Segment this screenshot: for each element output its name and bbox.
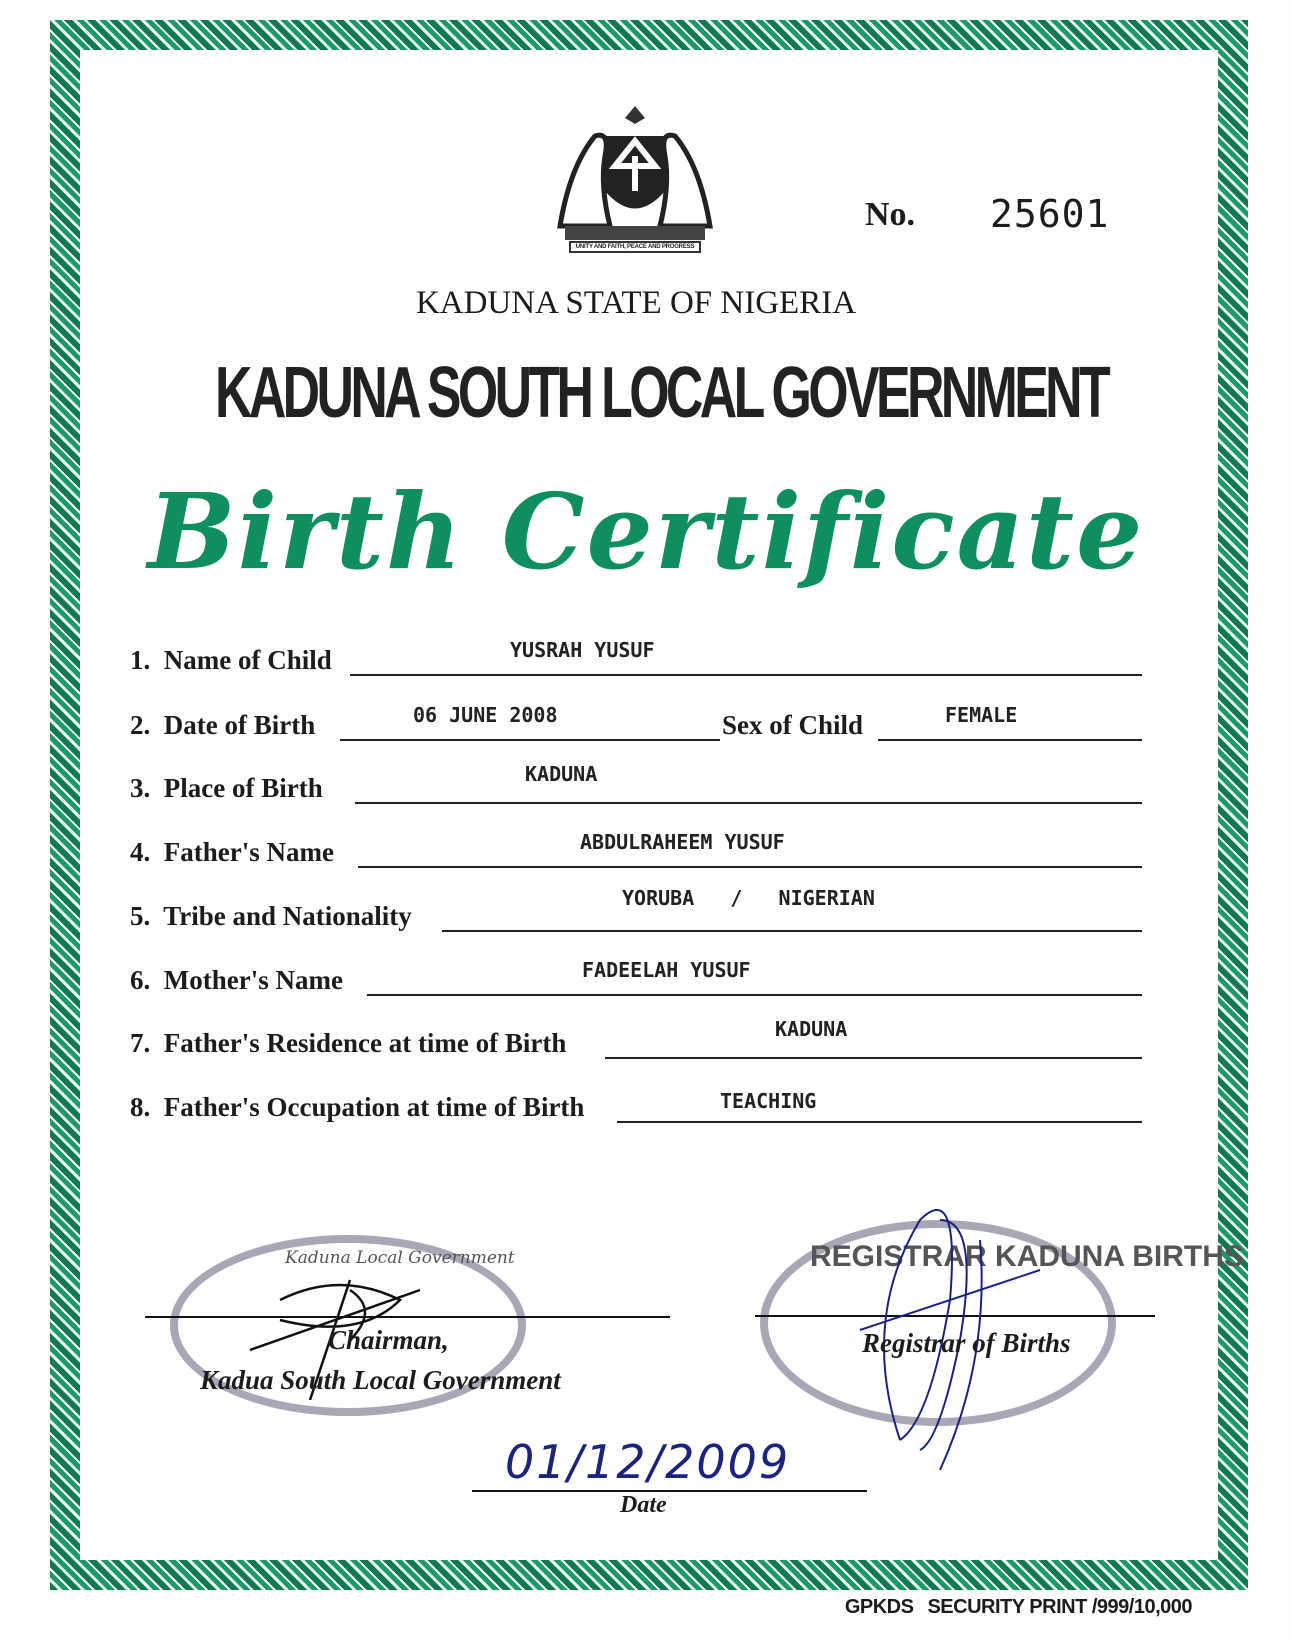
- field-name-of-child: 1. Name of Child YUSRAH YUSUF: [130, 640, 1142, 680]
- mothers-name-value: FADEELAH YUSUF: [582, 958, 751, 982]
- registrar-title: Registrar of Births: [862, 1328, 1071, 1358]
- state-heading: KADUNA STATE OF NIGERIA: [415, 285, 857, 321]
- registrar-stamp-text: REGISTRAR KADUNA BIRTHS: [810, 1240, 1244, 1273]
- certificate-title: Birth Certificate: [147, 470, 1145, 593]
- crest-motto: UNITY AND FAITH, PEACE AND PROGRESS: [575, 244, 695, 250]
- local-government-heading: KADUNA SOUTH LOCAL GOVERNMENT: [215, 353, 1108, 433]
- fathers-occupation-value: TEACHING: [720, 1089, 817, 1113]
- field-mothers-name: 6. Mother's Name FADEELAH YUSUF: [130, 960, 1142, 1000]
- chairman-title: Chairman,: [328, 1325, 449, 1355]
- name-of-child-value: YUSRAH YUSUF: [510, 638, 655, 662]
- sex-of-child-value: FEMALE: [945, 703, 1018, 727]
- sex-of-child-label: Sex of Child: [722, 710, 864, 740]
- field-date-of-birth: 2. Date of Birth 06 JUNE 2008 Sex of Child FEMALE: [130, 705, 1142, 745]
- field-fathers-name: 4. Father's Name ABDULRAHEEM YUSUF: [130, 832, 1142, 872]
- fathers-residence-value: KADUNA: [775, 1017, 848, 1041]
- chairman-stamp-text: Kaduna Local Government: [285, 1248, 515, 1268]
- date-line: [472, 1490, 867, 1492]
- field-fathers-residence: 7. Father's Residence at time of Birth KADUNA: [130, 1023, 1142, 1063]
- chairman-organization: Kadua South Local Government: [200, 1365, 561, 1395]
- field-tribe-nationality: 5. Tribe and Nationality YORUBA / NIGERIAN: [130, 896, 1142, 936]
- fathers-name-value: ABDULRAHEEM YUSUF: [580, 830, 785, 854]
- security-print-footer: GPKDS SECURITY PRINT /999/10,000: [844, 1596, 1192, 1618]
- certificate-number: 25601: [990, 192, 1110, 236]
- place-of-birth-value: KADUNA: [525, 762, 598, 786]
- date-label: Date: [620, 1492, 667, 1518]
- field-fathers-occupation: 8. Father's Occupation at time of Birth TEACHING: [130, 1087, 1142, 1127]
- date-of-birth-value: 06 JUNE 2008: [413, 703, 558, 727]
- field-place-of-birth: 3. Place of Birth KADUNA: [130, 768, 1142, 808]
- tribe-nationality-value: YORUBA / NIGERIAN: [622, 886, 875, 910]
- coat-of-arms-icon: [540, 96, 730, 256]
- issue-date-value: 01/12/2009: [505, 1435, 791, 1489]
- certificate-number-label: No.: [865, 196, 916, 233]
